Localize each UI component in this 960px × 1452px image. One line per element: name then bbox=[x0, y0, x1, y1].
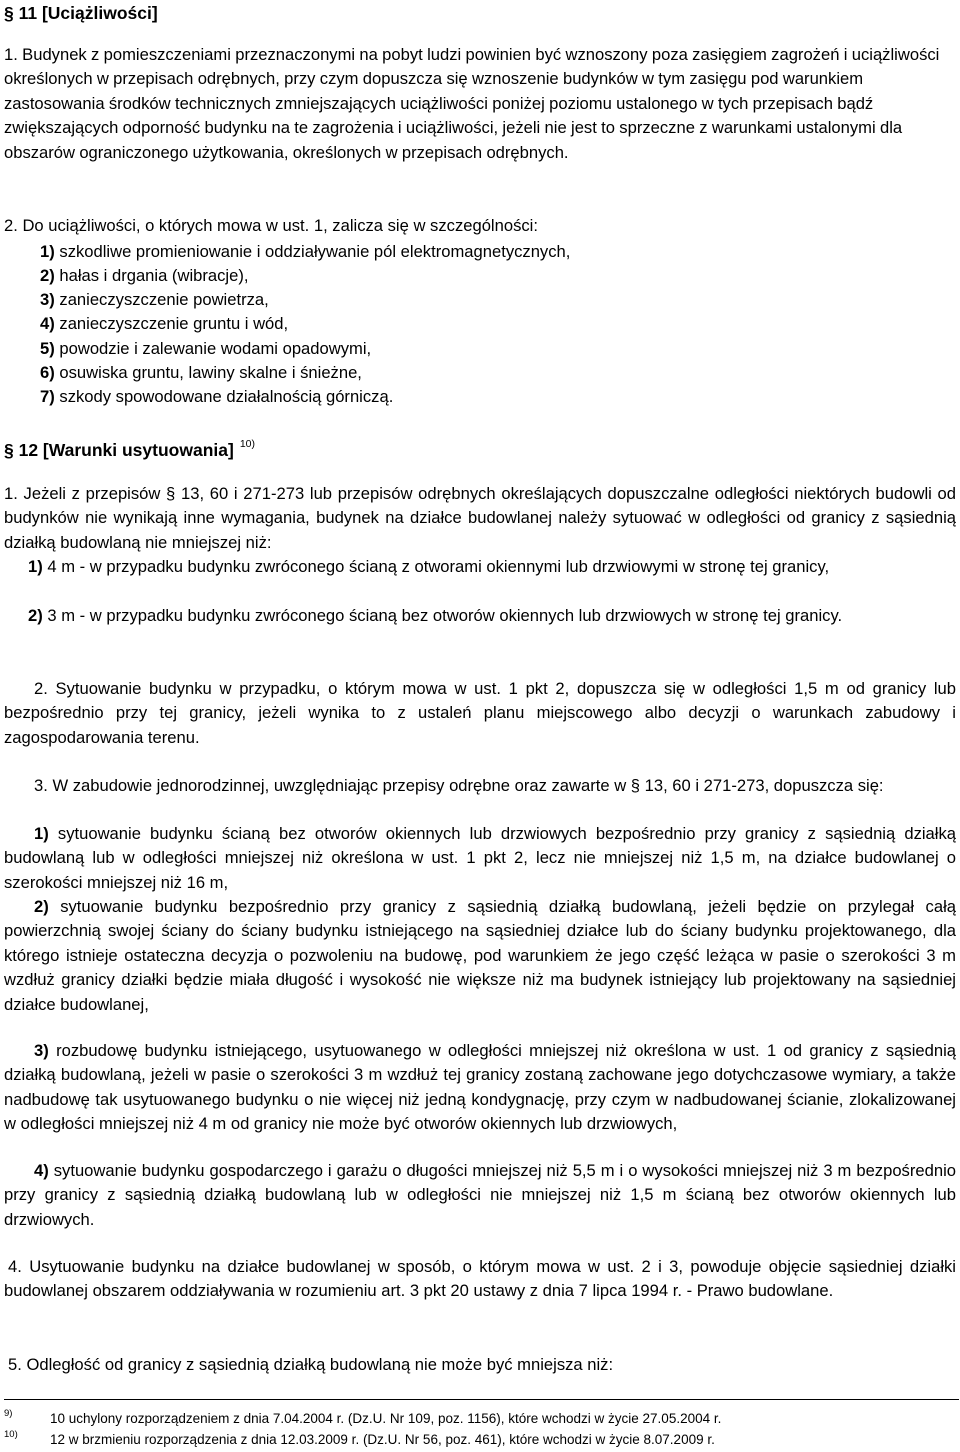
footnote-10 bbox=[4, 1431, 956, 1448]
sec12-paragraph-3-intro: 3. W zabudowie jednorodzinnej, uwzględniając przepisy odrębne oraz zawarte w § 13, 60 i 271-273, dopuszcza się: bbox=[34, 776, 884, 795]
item-text: zanieczyszczenie powietrza, bbox=[59, 290, 269, 309]
sec12-paragraph-1-intro: 1. Jeżeli z przepisów § 13, 60 i 271-273 lub przepisów odrębnych określających dopuszczalne odległości niektórych budowli od budynków nie wynikają inne wymagania, budynek na działce budowlanej należy sytuować w odległości od granicy z sąsiednią działką budowlaną nie mniejszej niż: bbox=[4, 484, 956, 552]
sec12-p1-item-2 bbox=[4, 604, 956, 628]
sec12-p1-item-1 bbox=[4, 555, 956, 579]
sec11-paragraph-2-intro: 2. Do uciążliwości, o których mowa w ust. 1, zalicza się w szczególności: bbox=[4, 216, 538, 235]
item-number: 3) bbox=[34, 1041, 49, 1060]
sec11-item-2 bbox=[40, 264, 956, 288]
item-text: sytuowanie budynku bezpośrednio przy granicy z sąsiednią działką budowlaną, jeżeli będzie on przylegał całą powierzchnią swojej ściany do ściany budynku istniejącego na sąsiedniej działce lub do ściany budynku projektowanego, dla którego istnieje ostateczna decyzja o pozwoleniu na budowę, pod warunkiem że jego część leżąca w pasie o szerokości 3 m wzdłuż granicy działki będzie miała długość i wysokość nie większe niż ma budynek istniejący lub projektowany na sąsiedniej działce budowlanej, bbox=[4, 897, 956, 1014]
footnote-9 bbox=[4, 1410, 956, 1427]
item-number: 2) bbox=[34, 897, 49, 916]
footnote-mark: 10) bbox=[4, 1429, 18, 1440]
item-number: 6) bbox=[40, 363, 55, 382]
item-text: hałas i drgania (wibracje), bbox=[59, 266, 249, 285]
section-11-heading: § 11 [Uciążliwości] bbox=[4, 3, 158, 23]
sec12-p3-item-1 bbox=[4, 822, 956, 895]
item-text: powodzie i zalewanie wodami opadowymi, bbox=[59, 339, 372, 358]
footnote-separator bbox=[4, 1399, 959, 1400]
item-number: 2) bbox=[40, 266, 55, 285]
item-number: 7) bbox=[40, 387, 55, 406]
item-number: 1) bbox=[34, 824, 49, 843]
footnote-ref-10: 10) bbox=[239, 438, 256, 450]
item-text: osuwiska gruntu, lawiny skalne i śnieżne, bbox=[59, 363, 362, 382]
sec12-p3-item-4 bbox=[4, 1159, 956, 1232]
item-text: sytuowanie budynku gospodarczego i garażu o długości mniejszej niż 5,5 m i o wysokości mniejszej niż 3 m bezpośrednio przy granicy z sąsiednią działką budowlaną lub w odległości nie mniejszej niż 1,5 m ścianą bez otworów okiennych lub drzwiowych. bbox=[4, 1161, 956, 1229]
sec11-item-4 bbox=[40, 312, 956, 336]
item-number: 1) bbox=[40, 242, 55, 261]
item-text: 3 m - w przypadku budynku zwróconego ścianą bez otworów okiennych lub drzwiowych w stronę tej granicy. bbox=[47, 606, 843, 625]
section-12-title: § 12 [Warunki usytuowania] bbox=[4, 440, 234, 460]
sec11-item-3 bbox=[40, 288, 956, 312]
item-text: 4 m - w przypadku budynku zwróconego ścianą z otworami okiennymi lub drzwiowymi w stronę tej granicy, bbox=[47, 557, 830, 576]
item-number: 2) bbox=[28, 606, 43, 625]
sec11-paragraph-1: 1. Budynek z pomieszczeniami przeznaczonymi na pobyt ludzi powinien być wznoszony poza zasięgiem zagrożeń i uciążliwości określonych w przepisach odrębnych, przy czym dopuszcza się wznoszenie budynków w tym zasięgu pod warunkiem zastosowania środków technicznych zmniejszających uciążliwości poniżej poziomu ustalonego w tych przepisach bądź zwiększających odporność budynku na te zagrożenia i uciążliwości, jeżeli nie jest to sprzeczne z warunkami ustalonymi dla obszarów ograniczonego użytkowania, określonych w przepisach odrębnych. bbox=[4, 45, 940, 162]
sec12-p3-item-3 bbox=[4, 1039, 956, 1137]
footnote-text: 12 w brzmieniu rozporządzenia z dnia 12.03.2009 r. (Dz.U. Nr 56, poz. 461), które wchodzi w życie 8.07.2009 r. bbox=[50, 1432, 715, 1447]
sec12-p3-item-2 bbox=[4, 895, 956, 1017]
sec12-paragraph-4: 4. Usytuowanie budynku na działce budowlanej w sposób, o którym mowa w ust. 2 i 3, powoduje objęcie sąsiedniej działki budowlanej obszarem oddziaływania w rozumieniu art. 3 pkt 20 ustawy z dnia 7 lipca 1994 r. - Prawo budowlane. bbox=[4, 1257, 956, 1301]
item-text: zanieczyszczenie gruntu i wód, bbox=[59, 314, 289, 333]
sec11-item-1 bbox=[40, 240, 956, 264]
item-number: 4) bbox=[34, 1161, 49, 1180]
item-number: 5) bbox=[40, 339, 55, 358]
item-number: 1) bbox=[28, 557, 43, 576]
item-number: 3) bbox=[40, 290, 55, 309]
item-text: rozbudowę budynku istniejącego, usytuowanego w odległości mniejszej niż określona w ust. 1 od granicy z sąsiednią działką budowlaną, jeżeli w pasie o szerokości 3 m wzdłuż tej granicy zostaną zachowane jego dotychczasowe wymiary, a także nadbudowę tak usytuowanego budynku o nie więcej niż jedną kondygnację, przy czym w nadbudowanej ścianie, zlokalizowanej w odległości mniejszej niż 4 m od granicy nie może być otworów okiennych lub drzwiowych, bbox=[4, 1041, 956, 1134]
sec11-item-5 bbox=[40, 337, 956, 361]
item-text: szkody spowodowane działalnością górniczą. bbox=[59, 387, 394, 406]
footnote-text: 10 uchylony rozporządzeniem z dnia 7.04.2004 r. (Dz.U. Nr 109, poz. 1156), które wchodzi w życie 27.05.2004 r. bbox=[50, 1411, 722, 1426]
sec11-item-7 bbox=[40, 385, 956, 409]
footnote-mark: 9) bbox=[4, 1408, 13, 1419]
item-text: sytuowanie budynku ścianą bez otworów okiennych lub drzwiowych bezpośrednio przy granicy z sąsiednią działką budowlaną lub w odległości mniejszej niż określona w ust. 1 pkt 2, lecz nie mniejszej niż 1,5 m, na działce budowlanej o szerokości mniejszej niż 16 m, bbox=[4, 824, 956, 892]
item-text: szkodliwe promieniowanie i oddziaływanie pól elektromagnetycznych, bbox=[59, 242, 571, 261]
sec12-paragraph-2: 2. Sytuowanie budynku w przypadku, o którym mowa w ust. 1 pkt 2, dopuszcza się w odległości 1,5 m od granicy lub bezpośrednio przy tej granicy, jeżeli wynika to z ustaleń planu miejscowego albo decyzji o warunkach zabudowy i zagospodarowania terenu. bbox=[4, 679, 956, 747]
section-12-heading bbox=[4, 432, 956, 462]
sec11-item-6 bbox=[40, 361, 956, 385]
sec12-paragraph-5: 5. Odległość od granicy z sąsiednią działką budowlaną nie może być mniejsza niż: bbox=[8, 1355, 614, 1374]
item-number: 4) bbox=[40, 314, 55, 333]
